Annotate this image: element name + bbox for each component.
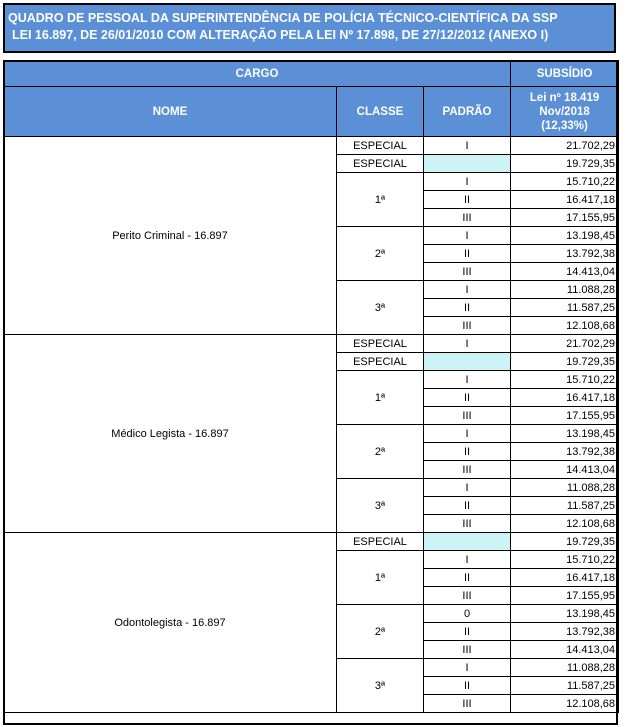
padrao-cell: III (424, 515, 511, 533)
padrao-cell: II (424, 569, 511, 587)
subsidio-value: 11.587,25 (511, 299, 619, 317)
title-line-1: QUADRO DE PESSOAL DA SUPERINTENDÊNCIA DE POLÍCIA TÉCNICO-CIENTÍFICA DA SSP (8, 11, 558, 25)
subsidio-value: 14.413,04 (511, 641, 619, 659)
padrao-cell: I (424, 137, 511, 155)
subsidio-value: 21.702,29 (511, 335, 619, 353)
subsidio-value: 21.702,29 (511, 137, 619, 155)
header-lei-line-2: Nov/2018 (539, 105, 590, 118)
subsidio-value: 17.155,95 (511, 209, 619, 227)
padrao-cell: I (424, 371, 511, 389)
padrao-cell: II (424, 191, 511, 209)
padrao-cell: I (424, 335, 511, 353)
subsidio-value: 12.108,68 (511, 515, 619, 533)
subsidio-value: 12.108,68 (511, 695, 619, 713)
subsidio-value: 19.729,35 (511, 533, 619, 551)
padrao-cell: I (424, 227, 511, 245)
subsidio-value: 13.198,45 (511, 227, 619, 245)
table-row (4, 533, 619, 551)
padrao-cell: I (424, 479, 511, 497)
padrao-cell: II (424, 245, 511, 263)
classe-cell: ESPECIAL (337, 155, 424, 173)
subsidio-value: 17.155,95 (511, 587, 619, 605)
subsidio-value: 16.417,18 (511, 389, 619, 407)
padrao-cell: II (424, 623, 511, 641)
document-title (3, 3, 616, 53)
cargo-nome: Médico Legista - 16.897 (4, 335, 337, 533)
padrao-cell: II (424, 443, 511, 461)
classe-cell: 1ª (337, 551, 424, 605)
header-lei-line-3: (12,33%) (541, 119, 588, 132)
header-padrao: PADRÃO (424, 87, 511, 137)
padrao-cell: III (424, 407, 511, 425)
subsidio-value: 13.792,38 (511, 623, 619, 641)
classe-cell: 3ª (337, 479, 424, 533)
subsidio-value: 16.417,18 (511, 569, 619, 587)
subsidio-value: 11.088,28 (511, 281, 619, 299)
padrao-cell: II (424, 389, 511, 407)
padrao-cell: I (424, 425, 511, 443)
title-line-2: LEI 16.897, DE 26/01/2010 COM ALTERAÇÃO PELA LEI Nº 17.898, DE 27/12/2012 (ANEXO I) (12, 28, 549, 42)
padrao-cell: 0 (424, 605, 511, 623)
padrao-cell: I (424, 281, 511, 299)
subsidio-value: 11.088,28 (511, 659, 619, 677)
subsidio-value: 13.198,45 (511, 425, 619, 443)
subsidio-value: 14.413,04 (511, 263, 619, 281)
cargo-nome: Odontolegista - 16.897 (4, 533, 337, 713)
salary-table (3, 60, 619, 713)
subsidio-value: 15.710,22 (511, 371, 619, 389)
classe-cell: 2ª (337, 605, 424, 659)
padrao-cell (424, 155, 511, 173)
classe-cell: 2ª (337, 425, 424, 479)
table-body (4, 137, 619, 713)
subsidio-value: 17.155,95 (511, 407, 619, 425)
classe-cell: 3ª (337, 659, 424, 713)
subsidio-value: 13.792,38 (511, 245, 619, 263)
subsidio-value: 19.729,35 (511, 155, 619, 173)
subsidio-value: 11.587,25 (511, 677, 619, 695)
classe-cell: 1ª (337, 371, 424, 425)
subsidio-value: 15.710,22 (511, 173, 619, 191)
padrao-cell: III (424, 641, 511, 659)
padrao-cell: II (424, 677, 511, 695)
padrao-cell: I (424, 551, 511, 569)
subsidio-value: 19.729,35 (511, 353, 619, 371)
subsidio-value: 13.198,45 (511, 605, 619, 623)
padrao-cell: III (424, 263, 511, 281)
subsidio-value: 12.108,68 (511, 317, 619, 335)
padrao-cell: I (424, 659, 511, 677)
padrao-cell: III (424, 461, 511, 479)
header-lei-line-1: Lei nº 18.419 (529, 91, 600, 104)
header-subsidio: SUBSÍDIO (511, 61, 619, 87)
classe-cell: 2ª (337, 227, 424, 281)
header-nome: NOME (4, 87, 337, 137)
padrao-cell: III (424, 317, 511, 335)
classe-cell: 1ª (337, 173, 424, 227)
padrao-cell: II (424, 497, 511, 515)
padrao-cell: I (424, 173, 511, 191)
padrao-cell: II (424, 299, 511, 317)
table-row (4, 335, 619, 353)
subsidio-value: 15.710,22 (511, 551, 619, 569)
subsidio-value: 14.413,04 (511, 461, 619, 479)
header-cargo: CARGO (4, 61, 511, 87)
classe-cell: 3ª (337, 281, 424, 335)
subsidio-value: 11.088,28 (511, 479, 619, 497)
classe-cell: ESPECIAL (337, 353, 424, 371)
padrao-cell: III (424, 587, 511, 605)
padrao-cell: III (424, 209, 511, 227)
cargo-nome: Perito Criminal - 16.897 (4, 137, 337, 335)
subsidio-value: 11.587,25 (511, 497, 619, 515)
classe-cell: ESPECIAL (337, 533, 424, 551)
subsidio-value: 13.792,38 (511, 443, 619, 461)
padrao-cell (424, 533, 511, 551)
classe-cell: ESPECIAL (337, 335, 424, 353)
padrao-cell (424, 353, 511, 371)
header-classe: CLASSE (337, 87, 424, 137)
subsidio-value: 16.417,18 (511, 191, 619, 209)
header-lei (511, 87, 619, 137)
classe-cell: ESPECIAL (337, 137, 424, 155)
padrao-cell: III (424, 695, 511, 713)
table-row (4, 137, 619, 155)
